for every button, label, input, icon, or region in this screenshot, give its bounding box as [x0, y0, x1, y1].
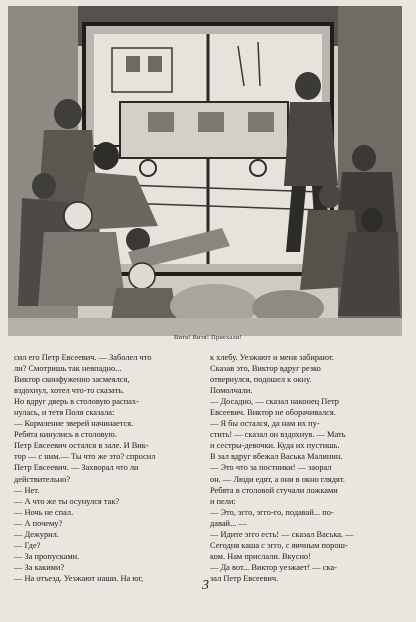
text-line: — Дежурил.: [14, 529, 59, 539]
text-line: ли? Смотришь так невпадно...: [14, 364, 122, 374]
text-line: тор — с ним.— Ты что же это? спросил: [14, 452, 156, 462]
text-line: стить! — сказал он вздохнув. — Мать: [210, 430, 346, 440]
text-line: — Да вот... Виктор уезжает! — ска-: [210, 562, 337, 572]
text-line: ком. Нам прислали. Вкусно!: [210, 551, 311, 561]
text-line: Петр Евсеевич. — Захворал что ли: [14, 463, 139, 473]
text-line: — Кормление зверей начинается.: [14, 419, 134, 429]
text-line: В зал вдруг вбежал Васька Малинин.: [210, 452, 343, 462]
text-line: — А что же ты осунулся так?: [14, 496, 120, 506]
text-line: и сестры-девочки. Куда их пустишь.: [210, 441, 340, 451]
text-line: — За какими?: [14, 562, 65, 572]
text-column-left: [14, 352, 204, 584]
illustration-drawing: [8, 6, 402, 336]
text-line: — Ночь не спал.: [14, 507, 74, 517]
text-line: — За пропусками.: [14, 551, 80, 561]
text-line: — На отъезд. Уезжают наши. На юг,: [14, 573, 144, 583]
text-line: отвернулся, подошел к окну.: [210, 375, 312, 385]
text-line: Ребята кинулись в столовую.: [14, 430, 117, 440]
text-line: Виктор сконфуженно засмеялся,: [14, 375, 130, 385]
illustration: [8, 6, 402, 336]
text-line: — Это что за постники! — заорал: [210, 463, 332, 473]
text-line: действительно?: [14, 474, 71, 484]
text-line: к хлебу. Уезжают и меня забирают.: [210, 353, 334, 362]
text-line: вздохнул, хотел что-то сказать.: [14, 386, 125, 396]
text-column-right: [210, 352, 400, 584]
text-line: Ребята в столовой стучали ложками: [210, 485, 338, 495]
text-line: Петр Евсеевич остался в зале. И Вик-: [14, 441, 149, 451]
text-line: — Я бы остался, да нам их пу-: [210, 419, 320, 429]
text-line: Евсеевич. Виктор не оборачивался.: [210, 408, 336, 418]
text-line: зал Петр Евсеевич.: [210, 573, 279, 583]
text-line: — А почему?: [14, 518, 63, 528]
text-line: — Идите эгго есть! — сказал Васька. —: [210, 529, 354, 539]
text-line: — Где?: [14, 540, 41, 550]
text-line: нулась, и тетя Поля сказала:: [14, 408, 115, 418]
text-line: он. — Люди едят, а они в окно глядят.: [210, 474, 346, 484]
text-line: — Нет.: [14, 485, 40, 495]
text-line: Помолчали.: [210, 386, 253, 396]
text-line: Но вдруг дверь в столовую распах-: [14, 397, 139, 407]
illustration-caption: Витя! Витя! Приехали!: [173, 334, 243, 341]
text-line: — Досадно, — сказал наконец Петр: [210, 397, 339, 407]
text-line: и пели:: [210, 496, 236, 506]
text-line: сил его Петр Евсеевич. — Заболел что: [14, 353, 152, 362]
text-line: Сегодня каша с эгго, с яичным порош-: [210, 540, 348, 550]
text-line: Сказав это, Виктор вдруг резко: [210, 364, 321, 374]
page-number: 3: [202, 578, 209, 593]
text-line: давай... —: [210, 518, 247, 528]
text-line: — Это, эгго, эгго-го, подавай... по-: [210, 507, 334, 517]
